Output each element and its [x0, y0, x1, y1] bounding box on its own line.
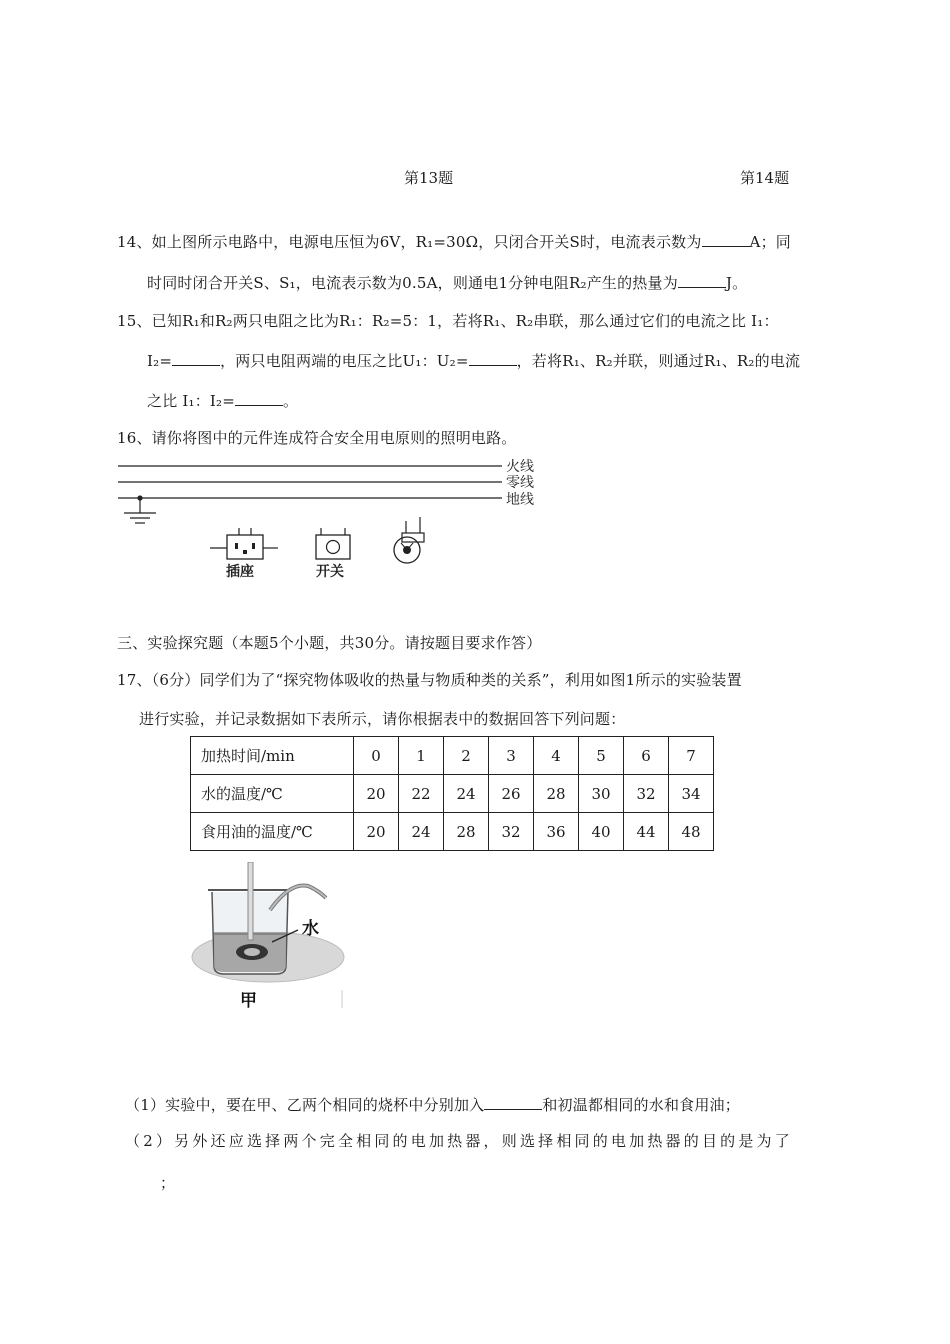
- table-cell: 0: [354, 737, 399, 775]
- table-row: [191, 775, 714, 813]
- water-label: 水: [302, 919, 319, 939]
- beaker-figure: [190, 862, 350, 1012]
- socket-label: 插座: [226, 564, 254, 580]
- q15-blank1[interactable]: [172, 351, 220, 366]
- q14-text2: 时同时闭合开关S、S₁，电流表示数为0.5A，则通电1分钟电阻R₂产生的热量为: [147, 274, 678, 292]
- table-cell: 4: [534, 737, 579, 775]
- q17-sub1-text: （1）实验中，要在甲、乙两个相同的烧杯中分别加入: [125, 1096, 485, 1114]
- beaker-label: 甲: [240, 991, 257, 1011]
- table-cell: 20: [354, 813, 399, 851]
- q17-sub1: [125, 1094, 740, 1115]
- q15-text2b: ，两只电阻两端的电压之比U₁：U₂=: [220, 352, 469, 370]
- row-label: 加热时间/min: [191, 737, 354, 775]
- table-cell: 6: [624, 737, 669, 775]
- q14-blank2[interactable]: [678, 273, 726, 288]
- table-cell: 26: [489, 775, 534, 813]
- table-row: [191, 813, 714, 851]
- q17-sub1-end: 和初温都相同的水和食用油；: [542, 1096, 740, 1114]
- q17-sub1-blank[interactable]: [484, 1095, 542, 1110]
- table-cell: 30: [579, 775, 624, 813]
- q17-line2: 进行实验，并记录数据如下表所示，请你根据表中的数据回答下列问题：: [139, 710, 626, 728]
- table-cell: 20: [354, 775, 399, 813]
- table-cell: 32: [624, 775, 669, 813]
- row-label: 食用油的温度/℃: [191, 813, 354, 851]
- thermometer-icon: [248, 862, 253, 940]
- table-row: [191, 737, 714, 775]
- q15-blank3[interactable]: [235, 391, 283, 406]
- row-label: 水的温度/℃: [191, 775, 354, 813]
- table-cell: 5: [579, 737, 624, 775]
- socket-icon[interactable]: [210, 528, 278, 559]
- q17-sub2: （2）另外还应选择两个完全相同的电加热器，则选择相同的电加热器的目的是为了: [125, 1132, 793, 1150]
- table-cell: 28: [444, 813, 489, 851]
- switch-icon[interactable]: [316, 528, 350, 559]
- q15-line1: 15、已知R₁和R₂两只电阻之比为R₁：R₂=5：1，若将R₁、R₂串联，那么通过它们的电流之比 I₁：: [117, 312, 779, 330]
- q16-text: 16、请你将图中的元件连成符合安全用电原则的照明电路。: [117, 429, 517, 447]
- q15-text3b: 。: [283, 392, 299, 410]
- q14-unit1: A；同: [749, 233, 791, 251]
- data-table: [190, 736, 714, 851]
- q15-line2: [147, 350, 800, 371]
- q14-line2: [147, 272, 747, 293]
- table-cell: 3: [489, 737, 534, 775]
- table-cell: 36: [534, 813, 579, 851]
- table-cell: 2: [444, 737, 489, 775]
- q14-unit2: J。: [725, 274, 748, 292]
- earth-wire-label: 地线: [506, 492, 534, 508]
- q15-blank2[interactable]: [469, 351, 517, 366]
- neutral-wire-label: 零线: [506, 475, 534, 491]
- q15-text2c: ，若将R₁、R₂并联，则通过R₁、R₂的电流: [516, 352, 801, 370]
- switch-label: 开关: [316, 564, 344, 580]
- ground-icon: [124, 495, 156, 523]
- table-cell: 24: [444, 775, 489, 813]
- table-cell: 32: [489, 813, 534, 851]
- q14-blank1[interactable]: [702, 232, 750, 247]
- table-cell: 34: [669, 775, 714, 813]
- table-cell: 44: [624, 813, 669, 851]
- section3-title: 三、实验探究题（本题5个小题，共30分。请按题目要求作答）: [117, 634, 542, 652]
- live-wire-label: 火线: [506, 459, 534, 475]
- caption-fig14: 第14题: [740, 169, 790, 187]
- table-cell: 7: [669, 737, 714, 775]
- q17-line1: 17、（6分）同学们为了“探究物体吸收的热量与物质种类的关系”，利用如图1所示的实验装置: [117, 671, 742, 689]
- table-cell: 40: [579, 813, 624, 851]
- q17-sub2-end: ；: [160, 1174, 176, 1192]
- caption-fig13: 第13题: [404, 169, 454, 187]
- table-cell: 28: [534, 775, 579, 813]
- q14-line1: [117, 231, 791, 252]
- lamp-icon[interactable]: [394, 517, 424, 563]
- q15-text2a: I₂=: [147, 352, 173, 370]
- q14-text1: 14、如上图所示电路中，电源电压恒为6V，R₁=30Ω，只闭合开关S时，电流表示数为: [117, 233, 702, 251]
- q15-text3a: 之比 I₁：I₂=: [147, 392, 236, 410]
- q15-line3: [147, 390, 298, 411]
- table-cell: 24: [399, 813, 444, 851]
- table-cell: 22: [399, 775, 444, 813]
- wiring-diagram: [110, 455, 570, 585]
- table-cell: 1: [399, 737, 444, 775]
- table-cell: 48: [669, 813, 714, 851]
